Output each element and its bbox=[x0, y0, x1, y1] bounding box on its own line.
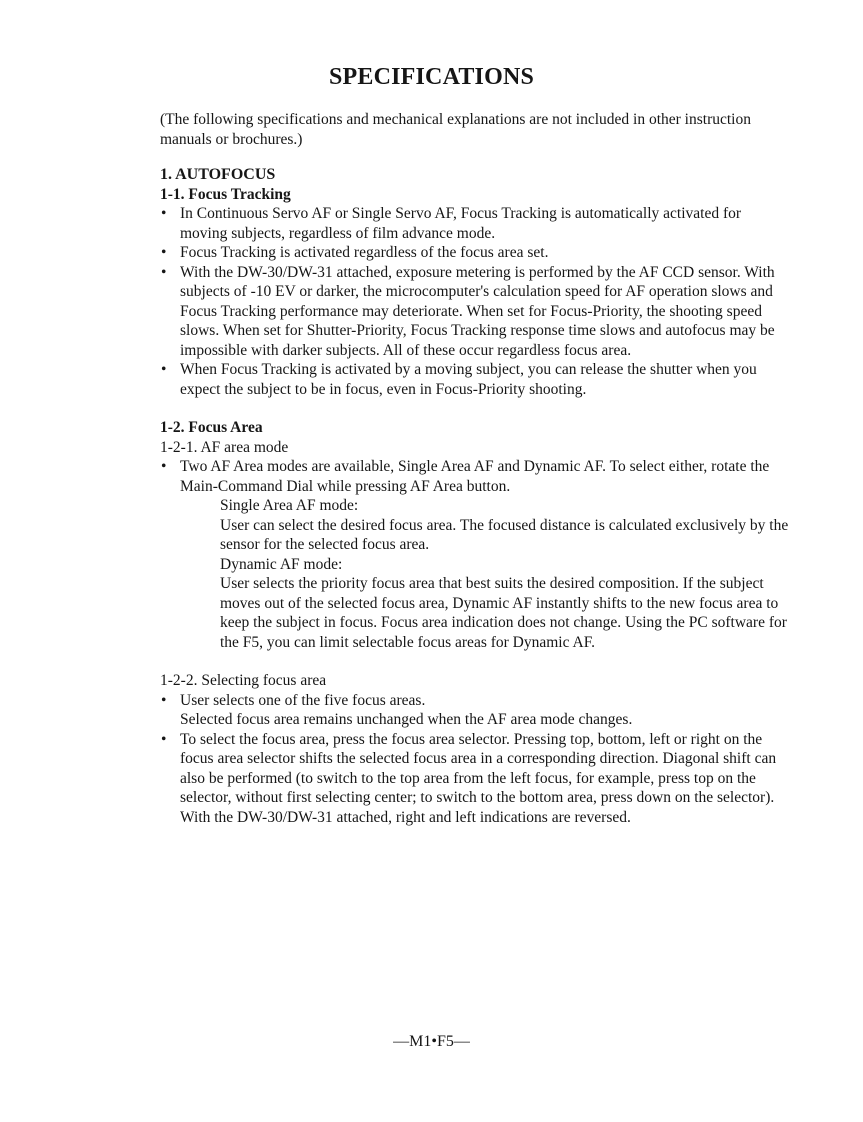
list-item: • To select the focus area, press the focus area selector. Pressing top, bottom, left or right on the focus area selector shifts the selected focus area in a corresponding direction. Diagonal shift can also be performed (to switch to the top area from the left focus, for example, press top on the selector, without first selecting center; to switch to the bottom area, press down on the selector). With the DW-30/DW-31 attached, right and left indications are reversed. bbox=[160, 730, 790, 828]
list-item: • Focus Tracking is activated regardless of the focus area set. bbox=[160, 243, 790, 263]
list-item: • In Continuous Servo AF or Single Servo AF, Focus Tracking is automatically activated for moving subjects, regardless of film advance mode. bbox=[160, 204, 790, 243]
list-item bbox=[160, 691, 790, 730]
list-item: • When Focus Tracking is activated by a moving subject, you can release the shutter when you expect the subject to be in focus, even in Focus-Priority shooting. bbox=[160, 360, 790, 399]
single-area-mode-title: Single Area AF mode: bbox=[220, 497, 359, 514]
single-area-mode-block bbox=[180, 496, 790, 652]
intro-paragraph: (The following specifications and mechanical explanations are not included in other instruction manuals or brochures.) bbox=[160, 111, 751, 148]
page-footer: —M1•F5— bbox=[393, 1033, 470, 1050]
spacer bbox=[160, 652, 790, 671]
selecting-focus-area-list bbox=[160, 691, 790, 828]
list-item: • With the DW-30/DW-31 attached, exposure metering is performed by the AF CCD sensor. With subjects of -10 EV or darker, the microcomputer's calculation speed for AF operation slows and Focus Tracking performance may deteriorate. When set for Focus-Priority, the shooting speed slows. When set for Shutter-Priority, Focus Tracking response time slows and autofocus may be impossible with darker subjects. All of these occur regardless focus area. bbox=[160, 263, 790, 361]
subsection-heading-focus-area: 1-2. Focus Area bbox=[160, 419, 263, 436]
selecting-focus-area-label: 1-2-2. Selecting focus area bbox=[160, 672, 327, 689]
dynamic-mode-title: Dynamic AF mode: bbox=[220, 555, 343, 573]
list-item bbox=[160, 457, 790, 652]
spacer bbox=[160, 399, 790, 418]
select-one-note: Selected focus area remains unchanged when the AF area mode changes. bbox=[180, 711, 633, 728]
af-area-mode-label: 1-2-1. AF area mode bbox=[160, 438, 289, 456]
page-title: SPECIFICATIONS bbox=[328, 64, 535, 90]
dynamic-mode-text: User selects the priority focus area that best suits the desired composition. If the subject moves out of the selected focus area, Dynamic AF instantly shifts to the new focus area to keep the subject in focus. Focus area indication does not change. Using the PC software for the F5, you can limit selectable focus areas for Dynamic AF. bbox=[220, 575, 787, 651]
single-area-mode-text: User can select the desired focus area. The focused distance is calculated exclusively by the sensor for the selected focus area. bbox=[220, 516, 789, 553]
select-one-text: User selects one of the five focus areas. bbox=[180, 691, 426, 709]
af-area-mode-list bbox=[160, 457, 790, 652]
subsection-heading-focus-tracking: 1-1. Focus Tracking bbox=[160, 185, 291, 203]
af-area-mode-text: Two AF Area modes are available, Single Area AF and Dynamic AF. To select either, rotate the Main-Command Dial while pressing AF Area button. bbox=[180, 458, 770, 495]
section-heading-autofocus: 1. AUTOFOCUS bbox=[160, 166, 276, 183]
document-body bbox=[160, 110, 790, 827]
focus-tracking-list bbox=[160, 204, 790, 399]
